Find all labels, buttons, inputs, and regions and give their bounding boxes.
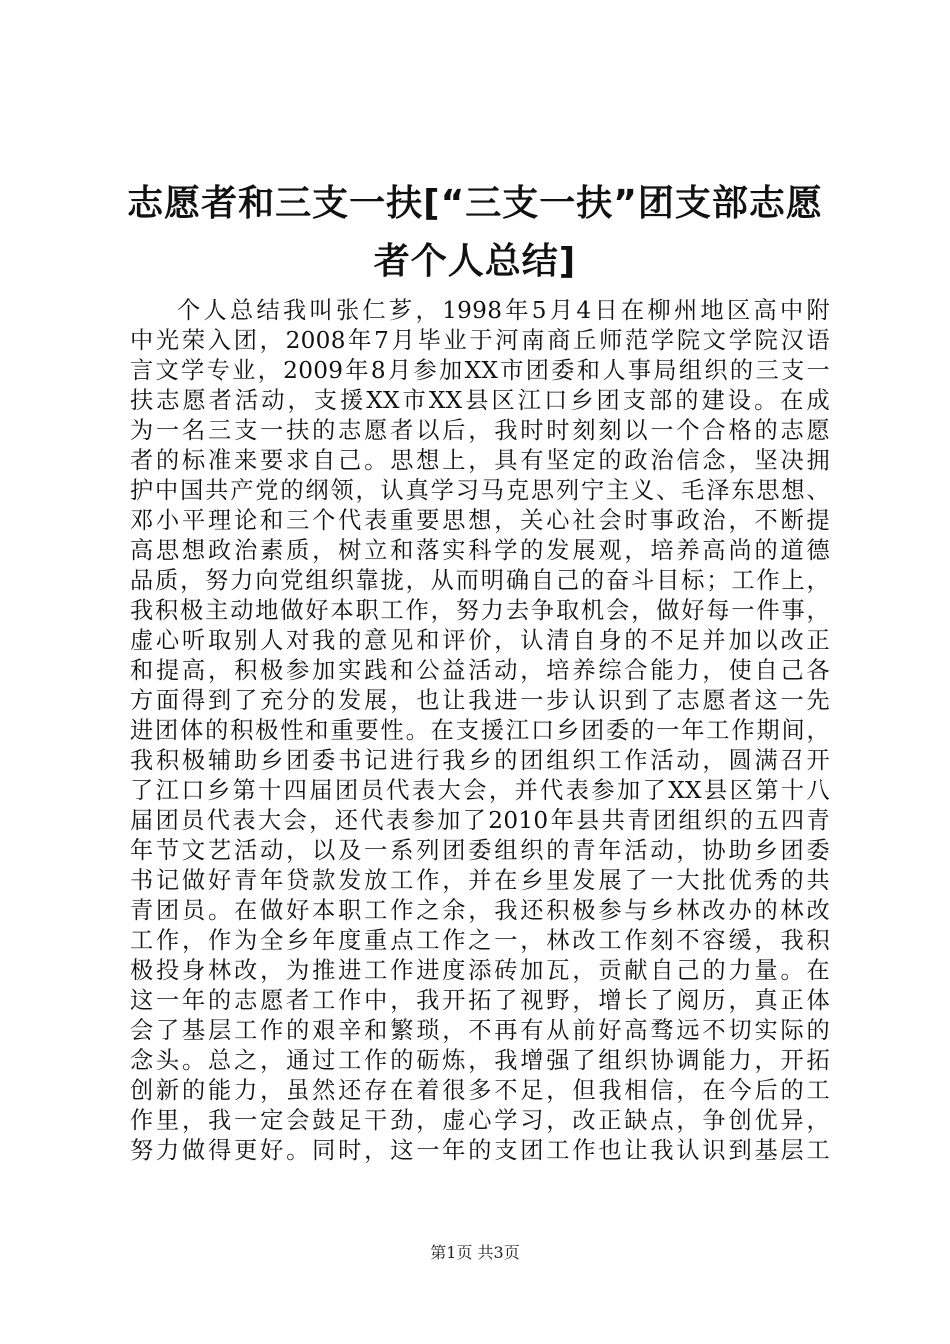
body-line: 个人总结我叫张仁芗，1998年5月4日在柳州地区高中附 <box>177 297 830 324</box>
title-line-2: 者个人总结] <box>373 241 577 282</box>
body-line: 我积极辅助乡团委书记进行我乡的团组织工作活动，圆满召开 <box>130 747 830 774</box>
body-line: 年节文艺活动，以及一系列团委组织的青年活动，协助乡团委 <box>130 837 830 864</box>
body-line: 我积极主动地做好本职工作，努力去争取机会，做好每一件事， <box>130 597 830 624</box>
body-line: 邓小平理论和三个代表重要思想，关心社会时事政治，不断提 <box>130 507 830 534</box>
body-line: 者的标准来要求自己。思想上，具有坚定的政治信念，坚决拥 <box>130 447 830 474</box>
body-line: 极投身林改，为推进工作进度添砖加瓦，贡献自己的力量。在 <box>130 957 830 984</box>
body-line: 方面得到了充分的发展，也让我进一步认识到了志愿者这一先 <box>130 687 830 714</box>
body-line: 努力做得更好。同时，这一年的支团工作也让我认识到基层工 <box>130 1137 830 1164</box>
body-line: 书记做好青年贷款发放工作，并在乡里发展了一大批优秀的共 <box>130 867 830 894</box>
title-line-1: 志愿者和三支一扶[“三支一扶”团支部志愿 <box>127 183 823 224</box>
body-line: 护中国共产党的纲领，认真学习马克思列宁主义、毛泽东思想、 <box>130 477 830 504</box>
body-line: 这一年的志愿者工作中，我开拓了视野，增长了阅历，真正体 <box>130 987 830 1014</box>
body-line: 进团体的积极性和重要性。在支援江口乡团委的一年工作期间， <box>130 717 830 744</box>
body-line: 中光荣入团，2008年7月毕业于河南商丘师范学院文学院汉语 <box>130 327 830 354</box>
document-body <box>130 296 830 1166</box>
body-line: 届团员代表大会，还代表参加了2010年县共青团组织的五四青 <box>130 807 830 834</box>
body-line: 言文学专业，2009年8月参加XX市团委和人事局组织的三支一 <box>130 357 830 384</box>
body-line: 品质，努力向党组织靠拢，从而明确自己的奋斗目标；工作上， <box>130 567 830 594</box>
body-line: 了江口乡第十四届团员代表大会，并代表参加了XX县区第十八 <box>130 777 830 804</box>
body-line: 念头。总之，通过工作的砺炼，我增强了组织协调能力，开拓 <box>130 1047 830 1074</box>
body-line: 创新的能力，虽然还存在着很多不足，但我相信，在今后的工 <box>130 1077 830 1104</box>
document-title <box>110 175 840 291</box>
body-line: 作里，我一定会鼓足干劲，虚心学习，改正缺点，争创优异， <box>130 1107 830 1134</box>
body-line: 青团员。在做好本职工作之余，我还积极参与乡林改办的林改 <box>130 897 830 924</box>
body-line: 和提高，积极参加实践和公益活动，培养综合能力，使自己各 <box>130 657 830 684</box>
body-line: 高思想政治素质，树立和落实科学的发展观，培养高尚的道德 <box>130 537 830 564</box>
body-line: 扶志愿者活动，支援XX市XX县区江口乡团支部的建设。在成 <box>130 387 830 414</box>
body-line: 会了基层工作的艰辛和繁琐，不再有从前好高骛远不切实际的 <box>130 1017 830 1044</box>
body-line: 虚心听取别人对我的意见和评价，认清自身的不足并加以改正 <box>130 627 830 654</box>
body-line: 工作，作为全乡年度重点工作之一，林改工作刻不容缓，我积 <box>130 927 830 954</box>
page-footer: 第1页 共3页 <box>430 1243 520 1262</box>
body-line: 为一名三支一扶的志愿者以后，我时时刻刻以一个合格的志愿 <box>130 417 830 444</box>
